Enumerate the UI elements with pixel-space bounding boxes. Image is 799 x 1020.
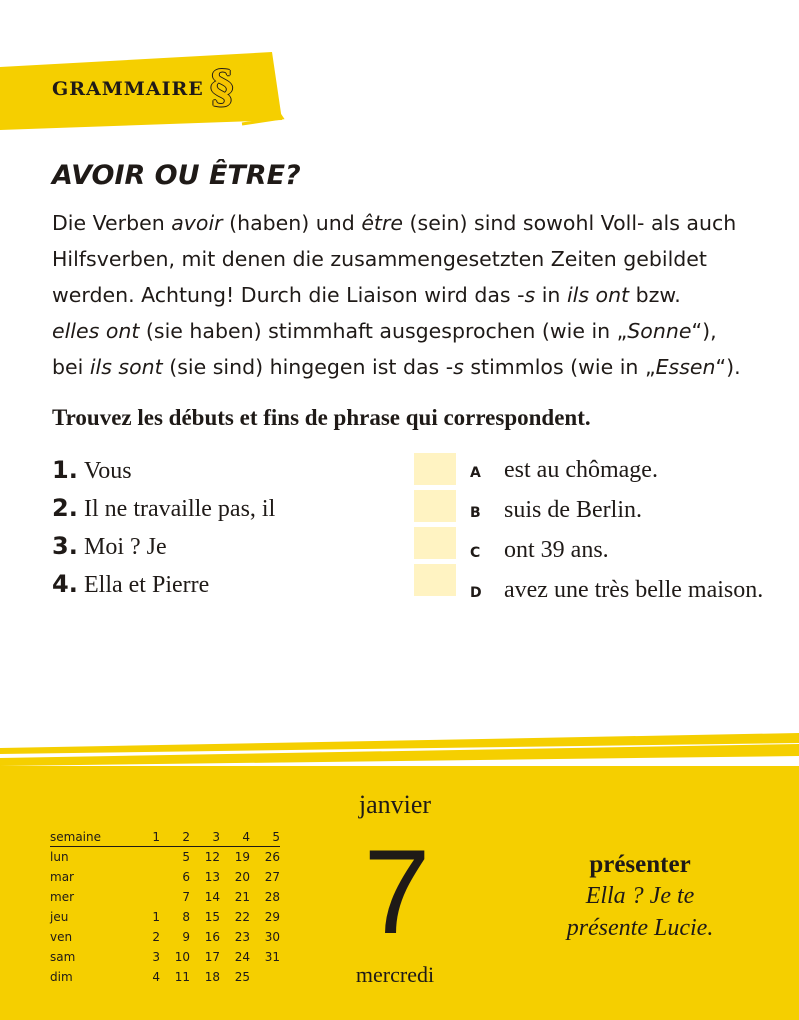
calendar-date: 8 <box>182 910 190 924</box>
item-text: suis de Berlin. <box>504 497 642 523</box>
item-letter: C <box>470 545 481 561</box>
calendar-date: 30 <box>264 930 280 944</box>
intro-text: Hilfsverben, mit denen die zusammengesetzten Zeiten gebildet <box>52 247 707 271</box>
month-label: janvier <box>358 790 432 819</box>
calendar-date: 31 <box>264 950 280 964</box>
item-number: 1. <box>52 456 78 484</box>
calendar-row <box>50 947 280 967</box>
calendar-day-name: dim <box>50 970 73 984</box>
intro-text: (sie sind) hingegen ist das - <box>162 355 454 379</box>
calendar-date: 7 <box>182 890 190 904</box>
calendar-header-cell: 2 <box>160 828 190 847</box>
item-text: Ella et Pierre <box>84 572 210 598</box>
intro-emphasis: Essen <box>655 355 716 379</box>
calendar-day-name: sam <box>50 950 76 964</box>
answer-box[interactable] <box>414 527 456 559</box>
calendar-day-name: ven <box>50 930 73 944</box>
calendar-row <box>50 887 280 907</box>
intro-text: stimmlos (wie in „ <box>463 355 656 379</box>
day-number: 7 <box>363 825 427 959</box>
sentence-ending <box>470 532 770 572</box>
calendar-date: 13 <box>204 870 220 884</box>
exercise-instruction: Trouvez les débuts et fins de phrase qui correspondent. <box>52 405 591 430</box>
intro-text: (haben) und <box>222 211 362 235</box>
intro-line <box>52 313 752 349</box>
intro-line <box>52 205 752 241</box>
intro-line <box>52 277 752 313</box>
intro-text: bei <box>52 355 90 379</box>
calendar-header-cell: semaine <box>50 828 130 847</box>
calendar-date: 1 <box>152 910 160 924</box>
sentence-beginning <box>52 452 372 490</box>
grammar-banner <box>0 0 360 140</box>
intro-text: (sein) sind sowohl Voll- als auch <box>403 211 737 235</box>
calendar-date: 26 <box>264 850 280 864</box>
calendar-date: 11 <box>174 970 190 984</box>
item-text: avez une très belle maison. <box>504 577 764 603</box>
item-text: ont 39 ans. <box>504 537 609 563</box>
page-title: AVOIR OU ÊTRE? <box>52 160 301 191</box>
calendar-date: 10 <box>174 950 190 964</box>
calendar-date: 15 <box>204 910 220 924</box>
grammar-label: GRAMMAIRE <box>52 78 204 100</box>
intro-emphasis: s <box>524 283 536 307</box>
calendar-header-cell: 1 <box>130 828 160 847</box>
intro-emphasis: ils sont <box>89 355 163 379</box>
intro-emphasis: Sonne <box>627 319 692 343</box>
intro-paragraph <box>52 205 752 385</box>
calendar-row <box>50 907 280 927</box>
answer-box[interactable] <box>414 490 456 522</box>
sentence-beginning <box>52 490 372 528</box>
intro-text: “). <box>715 355 741 379</box>
calendar-day-name: jeu <box>50 910 69 924</box>
intro-text: “), <box>691 319 717 343</box>
intro-emphasis: être <box>361 211 404 235</box>
item-text: Moi ? Je <box>84 534 167 560</box>
calendar-date: 4 <box>152 970 160 984</box>
answer-box[interactable] <box>414 453 456 485</box>
calendar-row <box>50 927 280 947</box>
item-text: Il ne travaille pas, il <box>84 496 276 522</box>
section-sign-icon: § <box>210 60 234 113</box>
vocab-example-line: présente Lucie. <box>566 915 714 941</box>
item-text: Vous <box>84 458 132 484</box>
calendar-date: 25 <box>234 970 250 984</box>
calendar-date: 6 <box>182 870 190 884</box>
calendar-header-cell: 4 <box>220 828 250 847</box>
vocab-word: présenter <box>589 851 691 878</box>
item-letter: B <box>470 505 481 521</box>
intro-line <box>52 241 752 277</box>
calendar-date: 23 <box>234 930 250 944</box>
calendar-row <box>50 867 280 887</box>
answer-boxes <box>414 453 456 601</box>
intro-line <box>52 349 752 385</box>
vocab-box <box>540 850 740 944</box>
calendar-row <box>50 847 280 868</box>
calendar-date: 19 <box>234 850 250 864</box>
intro-text: in <box>535 283 567 307</box>
calendar-date: 24 <box>234 950 250 964</box>
calendar-date <box>130 847 160 868</box>
calendar-date <box>250 967 280 987</box>
sentence-beginning <box>52 566 372 604</box>
item-text: est au chômage. <box>504 457 658 483</box>
calendar-date: 21 <box>234 890 250 904</box>
calendar-date: 18 <box>204 970 220 984</box>
intro-text: (sie haben) stimmhaft ausgesprochen (wie in „ <box>139 319 628 343</box>
sentence-ending <box>470 452 770 492</box>
month-calendar <box>50 828 280 987</box>
intro-text: bzw. <box>629 283 681 307</box>
sentence-beginnings-list <box>52 452 372 604</box>
vocab-example-line: Ella ? Je te <box>585 883 695 909</box>
sentence-endings-list <box>470 452 770 612</box>
calendar-date: 14 <box>204 890 220 904</box>
item-number: 3. <box>52 532 78 560</box>
weekday-label: mercredi <box>355 962 435 987</box>
sentence-ending <box>470 572 770 612</box>
calendar-date: 17 <box>204 950 220 964</box>
calendar-date: 16 <box>204 930 220 944</box>
sentence-beginning <box>52 528 372 566</box>
item-number: 4. <box>52 570 78 598</box>
calendar-day-name: mer <box>50 890 75 904</box>
intro-text: werden. Achtung! Durch die Liaison wird das - <box>52 283 525 307</box>
calendar-header-cell: 5 <box>250 828 280 847</box>
calendar-date: 9 <box>182 930 190 944</box>
intro-emphasis: elles ont <box>52 319 140 343</box>
calendar-day-name: mar <box>50 870 74 884</box>
calendar-date: 3 <box>152 950 160 964</box>
sentence-ending <box>470 492 770 532</box>
calendar-date: 28 <box>264 890 280 904</box>
calendar-date: 2 <box>152 930 160 944</box>
item-number: 2. <box>52 494 78 522</box>
item-letter: D <box>470 585 482 601</box>
calendar-date: 22 <box>234 910 250 924</box>
intro-emphasis: s <box>453 355 464 379</box>
calendar-row <box>50 967 280 987</box>
calendar-date <box>130 887 160 907</box>
answer-box[interactable] <box>414 564 456 596</box>
item-letter: A <box>470 465 481 481</box>
calendar-date: 20 <box>234 870 250 884</box>
intro-emphasis: avoir <box>171 211 223 235</box>
calendar-date: 12 <box>204 850 220 864</box>
calendar-date: 29 <box>264 910 280 924</box>
calendar-date: 5 <box>182 850 190 864</box>
calendar-day-name: lun <box>50 850 69 864</box>
calendar-header-cell: 3 <box>190 828 220 847</box>
calendar-date <box>130 867 160 887</box>
calendar-date: 27 <box>264 870 280 884</box>
intro-text: Die Verben <box>52 211 172 235</box>
intro-emphasis: ils ont <box>566 283 630 307</box>
